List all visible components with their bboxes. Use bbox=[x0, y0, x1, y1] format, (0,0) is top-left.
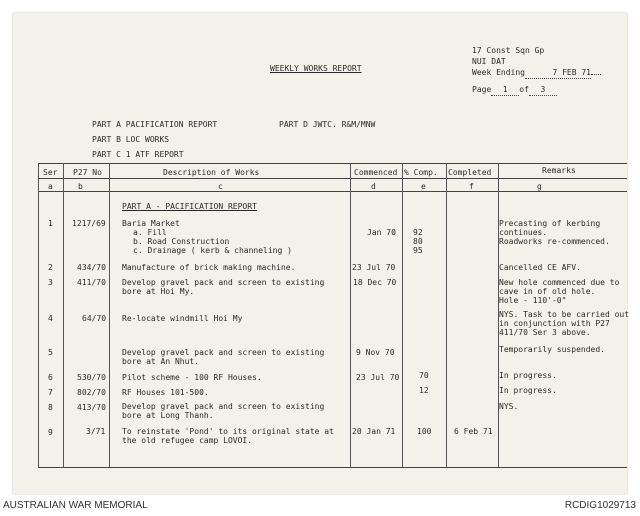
week-ending-value: 7 FEB 71 bbox=[525, 68, 591, 79]
cell-commenced: 18 Dec 70 bbox=[353, 278, 397, 287]
cell-desc: Develop gravel pack and screen to existing bbox=[122, 278, 325, 287]
part-c: PART C 1 ATF REPORT bbox=[92, 150, 184, 159]
table-rule-top bbox=[38, 163, 627, 164]
cell-remarks: Precasting of kerbing bbox=[499, 219, 601, 228]
cell-desc-sub: b. Road Construction bbox=[133, 237, 230, 246]
col-rule bbox=[446, 163, 447, 468]
header-description: Description of Works bbox=[163, 168, 260, 177]
cell-completed: 6 Feb 71 bbox=[454, 427, 493, 436]
cell-desc-sub: a. Fill bbox=[133, 228, 167, 237]
header-ser: Ser bbox=[43, 168, 58, 177]
cell-desc: the old refugee camp LOVOI. bbox=[122, 436, 253, 445]
cell-desc: Manufacture of brick making machine. bbox=[122, 263, 296, 272]
cell-remarks: continues. bbox=[499, 228, 548, 237]
week-ending-label: Week Ending bbox=[472, 68, 525, 77]
cell-remarks: NYS. bbox=[499, 402, 519, 411]
cell-remarks: Hole - 110'-0" bbox=[499, 296, 567, 305]
col-rule bbox=[350, 163, 351, 468]
cell-remarks: Cancelled CE AFV. bbox=[499, 263, 581, 272]
cell-p27: 413/70 bbox=[77, 403, 106, 412]
cell-desc-sub: c. Drainage ( kerb & channeling ) bbox=[133, 246, 292, 255]
table-rule-header bbox=[38, 178, 627, 179]
cell-p27: 434/70 bbox=[77, 263, 106, 272]
table-rule-bottom bbox=[38, 467, 627, 468]
header-p27: P27 No bbox=[73, 168, 102, 177]
header-completed: Completed bbox=[448, 168, 492, 177]
report-title: WEEKLY WORKS REPORT bbox=[270, 64, 362, 73]
header-commenced: Commenced bbox=[354, 168, 398, 177]
cell-commenced: Jan 70 bbox=[367, 228, 396, 237]
cell-desc: Baria Market bbox=[122, 219, 180, 228]
cell-p27: 64/70 bbox=[82, 314, 107, 323]
cell-ser: 6 bbox=[48, 373, 53, 382]
cell-p27: 411/70 bbox=[77, 278, 106, 287]
cell-comp: 95 bbox=[413, 246, 423, 255]
col-letter: e bbox=[421, 182, 426, 191]
col-letter: a bbox=[48, 182, 53, 191]
part-a: PART A PACIFICATION REPORT bbox=[92, 120, 218, 129]
section-title: PART A - PACIFICATION REPORT bbox=[122, 202, 257, 211]
archive-footer bbox=[0, 496, 640, 516]
cell-commenced: 23 Jul 70 bbox=[356, 373, 400, 382]
cell-ser: 7 bbox=[48, 388, 53, 397]
col-rule bbox=[402, 163, 403, 468]
cell-remarks: In progress. bbox=[499, 386, 557, 395]
cell-desc: To reinstate 'Pond' to its original state at bbox=[122, 427, 334, 436]
cell-ser: 5 bbox=[48, 348, 53, 357]
col-letter: g bbox=[537, 182, 542, 191]
cell-desc: RF Houses 101-500. bbox=[122, 388, 209, 397]
cell-comp: 80 bbox=[413, 237, 423, 246]
cell-remarks: cave in of old hole. bbox=[499, 287, 596, 296]
col-letter: b bbox=[78, 182, 83, 191]
part-d: PART D JWTC. R&M/MNW bbox=[279, 120, 376, 129]
cell-desc: Re-locate windmill Hoi My bbox=[122, 314, 243, 323]
week-ending bbox=[472, 68, 601, 79]
cell-p27: 802/70 bbox=[77, 388, 106, 397]
col-letter: f bbox=[469, 182, 474, 191]
cell-remarks: NYS. Task to be carried out bbox=[499, 310, 630, 319]
cell-commenced: 20 Jan 71 bbox=[352, 427, 396, 436]
col-rule bbox=[38, 163, 39, 468]
cell-ser: 3 bbox=[48, 278, 53, 287]
cell-p27: 1217/69 bbox=[72, 219, 106, 228]
col-letter: c bbox=[218, 182, 223, 191]
cell-desc: bore at An Nhut. bbox=[122, 357, 200, 366]
header-comp: % Comp. bbox=[404, 168, 438, 177]
cell-p27: 530/70 bbox=[77, 373, 106, 382]
cell-comp: 12 bbox=[419, 386, 429, 395]
cell-ser: 4 bbox=[48, 314, 53, 323]
footer-archive-name: AUSTRALIAN WAR MEMORIAL bbox=[3, 500, 148, 511]
page-indicator bbox=[472, 85, 557, 96]
cell-desc: bore at Hoi My. bbox=[122, 287, 195, 296]
cell-remarks: 411/70 Ser 3 above. bbox=[499, 328, 591, 337]
cell-ser: 9 bbox=[48, 428, 53, 437]
cell-ser: 1 bbox=[48, 219, 53, 228]
page-total: 3 bbox=[529, 85, 557, 96]
cell-ser: 2 bbox=[48, 263, 53, 272]
col-letter: d bbox=[371, 182, 376, 191]
part-b: PART B LOC WORKS bbox=[92, 135, 170, 144]
unit-location: NUI DAT bbox=[472, 57, 506, 66]
cell-ser: 8 bbox=[48, 403, 53, 412]
col-rule bbox=[109, 163, 110, 468]
of-label: of bbox=[519, 85, 529, 94]
cell-desc: Develop gravel pack and screen to existing bbox=[122, 402, 325, 411]
document-page bbox=[13, 13, 630, 494]
cell-desc: Pilot scheme - 100 RF Houses. bbox=[122, 373, 262, 382]
cell-desc: bore at Long Thanh. bbox=[122, 411, 214, 420]
cell-p27: 3/71 bbox=[86, 427, 106, 436]
page-number: 1 bbox=[491, 85, 519, 96]
cell-remarks: Temporarily suspended. bbox=[499, 345, 605, 354]
cell-desc: Develop gravel pack and screen to existing bbox=[122, 348, 325, 357]
cell-comp: 70 bbox=[419, 371, 429, 380]
header-remarks: Remarks bbox=[542, 166, 576, 175]
cell-remarks: New hole commenced due to bbox=[499, 278, 620, 287]
cell-remarks: In progress. bbox=[499, 371, 557, 380]
col-rule bbox=[63, 163, 64, 468]
page-label: Page bbox=[472, 85, 492, 94]
cell-commenced: 23 Jul 70 bbox=[352, 263, 396, 272]
cell-remarks: Roadworks re-commenced. bbox=[499, 237, 610, 246]
cell-commenced: 9 Nov 70 bbox=[356, 348, 395, 357]
cell-remarks: in conjunction with P27 bbox=[499, 319, 610, 328]
cell-comp: 100 bbox=[417, 427, 432, 436]
footer-record-id: RCDIG1029713 bbox=[564, 500, 636, 511]
unit-squadron: 17 Const Sqn Gp bbox=[472, 46, 545, 55]
cell-comp: 92 bbox=[413, 228, 423, 237]
